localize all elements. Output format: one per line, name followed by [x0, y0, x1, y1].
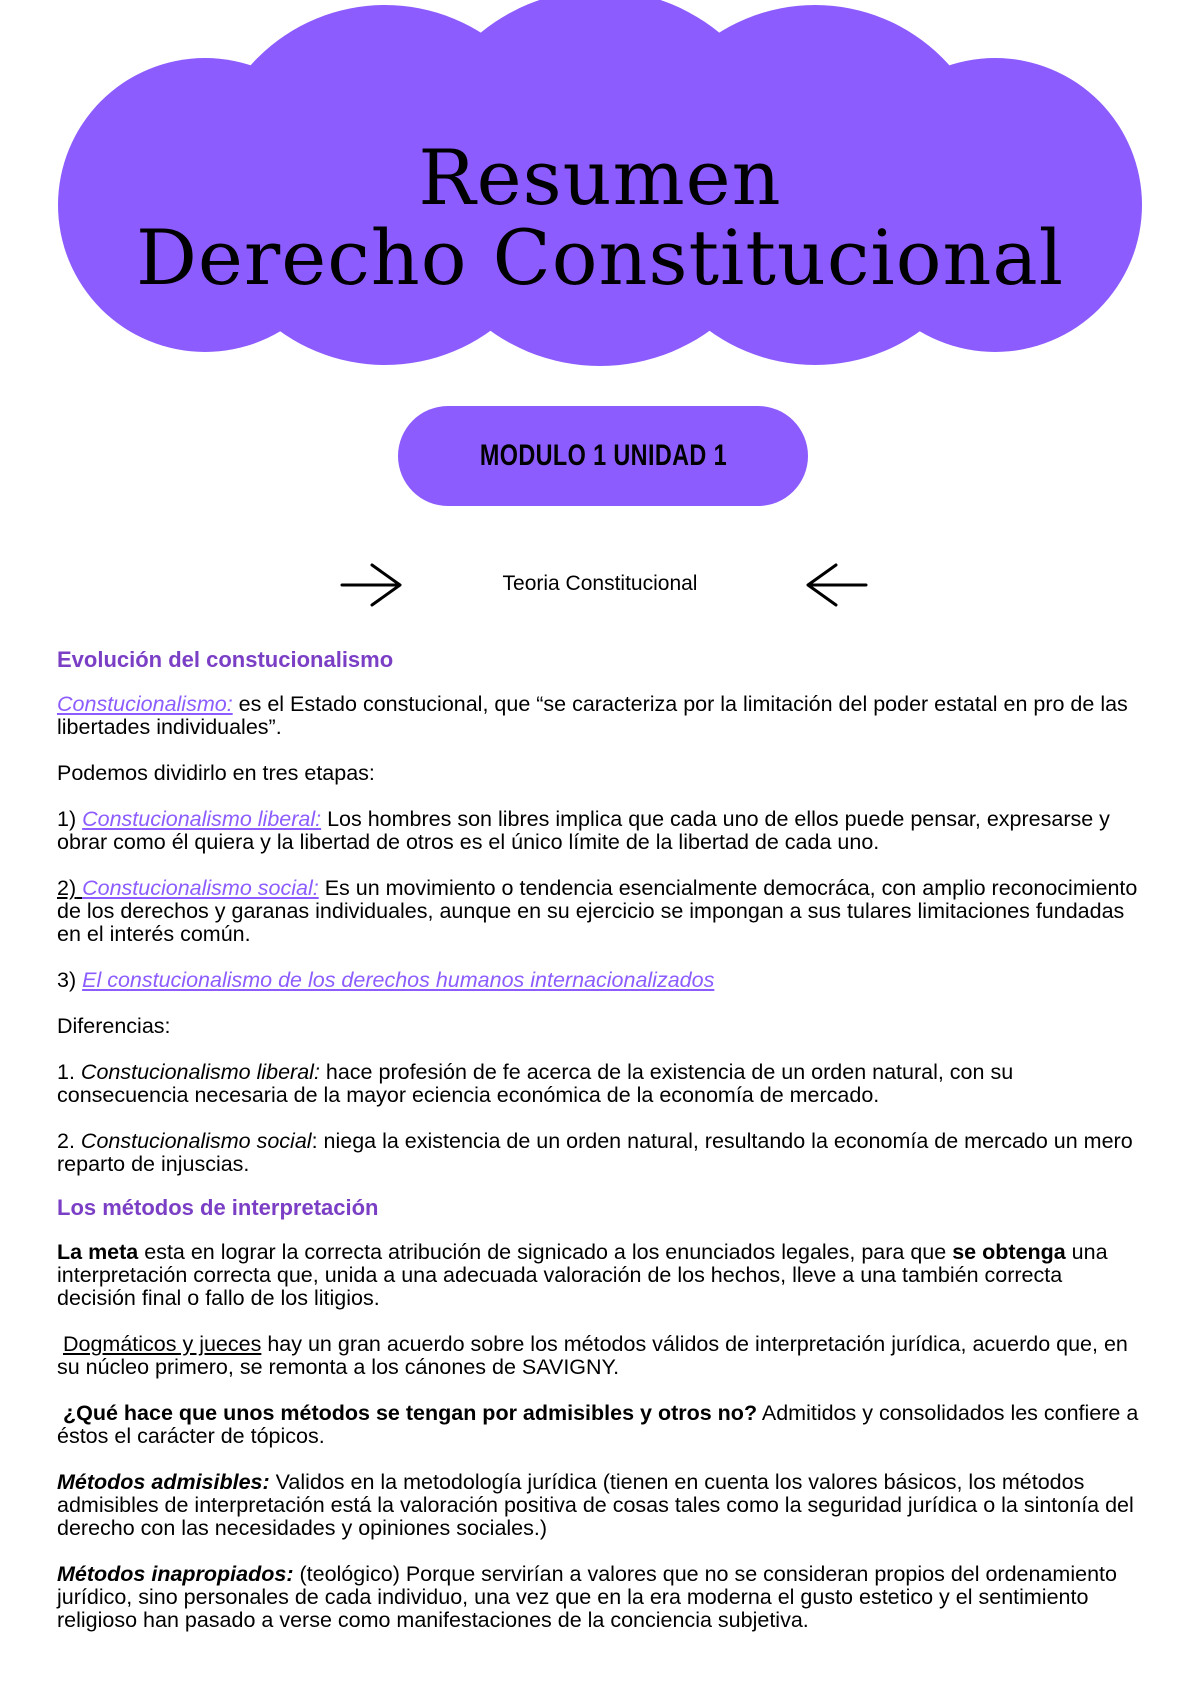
paragraph-stages-intro: Podemos dividirlo en tres etapas:	[57, 761, 375, 785]
paragraph-inapropiados: Métodos inapropiados: (teológico) Porque servirían a valores que no se consideran propios del ordenamiento jurídico, sino personales de cada individuo, una vez que en la era moderna el gusto estetico y el sentimiento religioso han pasado a verse como manifestaciones de la conciencia subjetiva.	[57, 1562, 1117, 1632]
document-body	[57, 648, 1147, 1655]
paragraph-meta: La meta esta en lograr la correcta atribución de signicado a los enunciados legales, para que se obtenga una interpretación correcta que, unida a una adecuada valoración de los hechos, lleve a una también correcta decisión final o fallo de los litigios.	[57, 1240, 1108, 1310]
list-item-stage-2: 2) Constucionalismo social: Es un movimiento o tendencia esencialmente democráca, con amplio reconocimiento de los derechos y garanas individuales, aunque en su ejercicio se impongan a sus tulares limitaciones fundadas en el interés común.	[57, 876, 1138, 946]
heading-metodos: Los métodos de interpretación	[57, 1195, 379, 1220]
paragraph-admisibles: Métodos admisibles: Validos en la metodología jurídica (tienen en cuenta los valores básicos, los métodos admisibles de interpretación está la valoración positiva de cosas tales como la seguridad jurídica o la sintonía del derecho con las necesidades y opiniones sociales.)	[57, 1470, 1134, 1540]
module-label: MODULO 1 UNIDAD 1	[479, 439, 727, 472]
term-link[interactable]: El constucionalismo de los derechos humanos internacionalizados	[82, 968, 715, 992]
term-link[interactable]: Constucionalismo:	[57, 692, 233, 716]
list-item-difference-1: 1. Constucionalismo liberal: hace profesión de fe acerca de la existencia de un orden natural, con su consecuencia necesaria de la mayor eciencia económica de la economía de mercado.	[57, 1060, 1014, 1107]
paragraph-definition: Constucionalismo: es el Estado constucional, que “se caracteriza por la limitación del poder estatal en pro de las libertades individuales”.	[57, 692, 1128, 739]
term-link[interactable]: Constucionalismo liberal:	[82, 807, 322, 831]
list-item-difference-2: 2. Constucionalismo social: niega la existencia de un orden natural, resultando la economía de mercado un mero reparto de injuscias.	[57, 1129, 1133, 1176]
section-subtitle: Teoria Constitucional	[502, 572, 698, 595]
paragraph-dogmaticos: Dogmáticos y jueces hay un gran acuerdo sobre los métodos válidos de interpretación jurídica, acuerdo que, en su núcleo primero, se remonta a los cánones de SAVIGNY.	[57, 1332, 1128, 1379]
paragraph-question: ¿Qué hace que unos métodos se tengan por admisibles y otros no? Admitidos y consolidados les confiere a éstos el carácter de tópicos.	[57, 1401, 1139, 1448]
page-title: Resumen Derecho Constitucional	[135, 133, 1065, 302]
paragraph-differences: Diferencias:	[57, 1014, 171, 1038]
list-item-stage-3: 3) El constucionalismo de los derechos humanos internacionalizados	[57, 968, 715, 992]
list-item-stage-1: 1) Constucionalismo liberal: Los hombres son libres implica que cada uno de ellos puede pensar, expresarse y obrar como él quiera y la libertad de otros es el único límite de la libertad de cada uno.	[57, 807, 1110, 854]
heading-evolucion: Evolución del constucionalismo	[57, 647, 394, 672]
term-link[interactable]: Constucionalismo social:	[82, 876, 319, 900]
module-badge	[398, 406, 808, 506]
arrow-left-icon	[800, 560, 870, 610]
